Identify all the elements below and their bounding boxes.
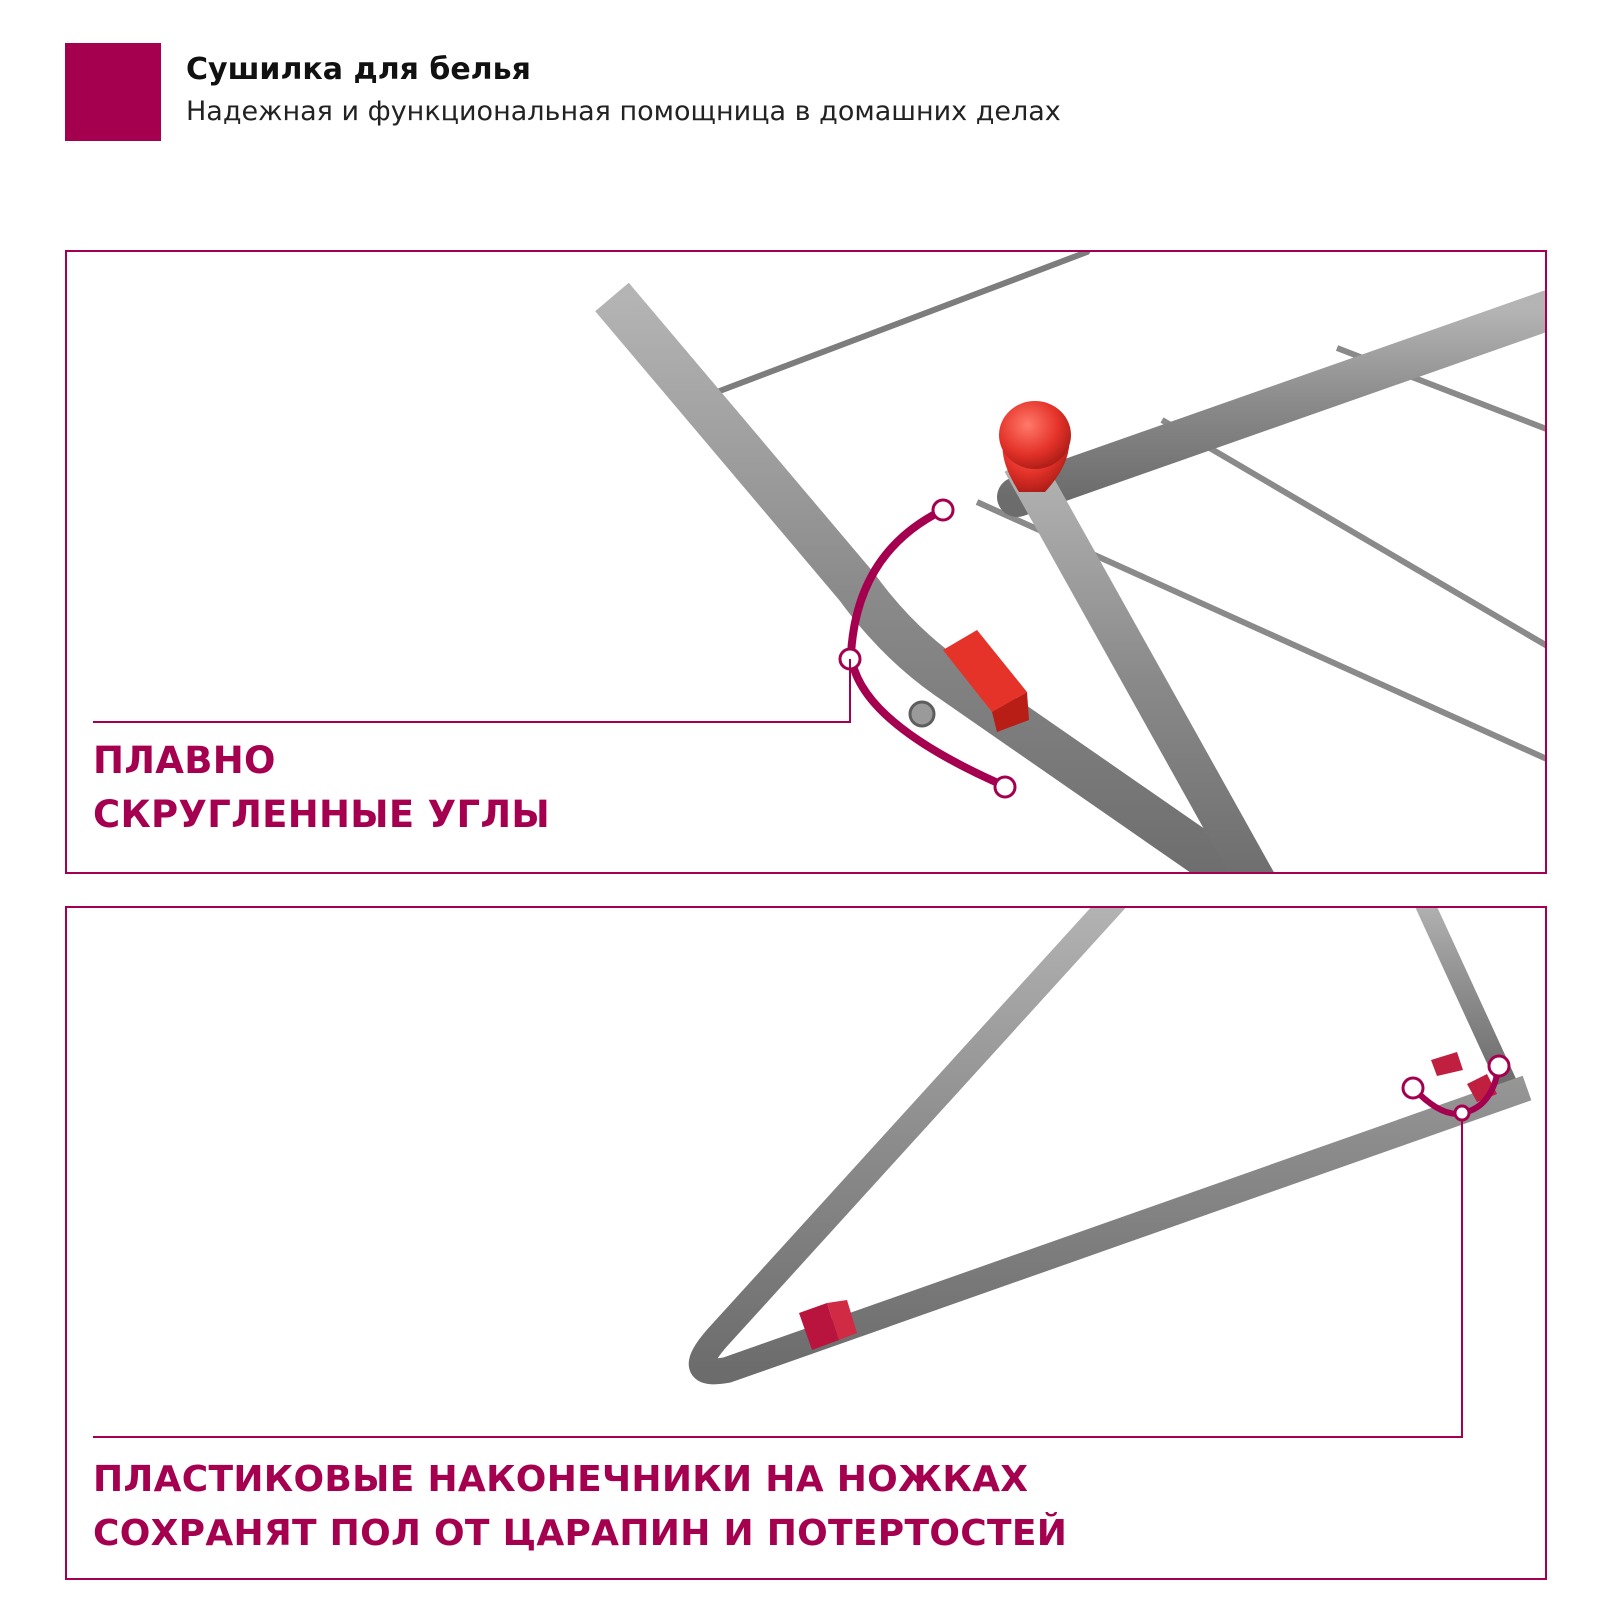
caption-line: ПЛАСТИКОВЫЕ НАКОНЕЧНИКИ НА НОЖКАХ: [93, 1459, 1029, 1500]
feature-caption-plastic-tips: [93, 1453, 1067, 1561]
plastic-cap-ball: [999, 401, 1071, 469]
caption-line: СОХРАНЯТ ПОЛ ОТ ЦАРАПИН И ПОТЕРТОСТЕЙ: [93, 1513, 1068, 1554]
page-subtitle: Надежная и функциональная помощница в домашних делах: [186, 96, 1061, 127]
callout-leader-line: [93, 659, 850, 722]
wire: [717, 252, 1087, 392]
caption-line: СКРУГЛЕННЫЕ УГЛЫ: [93, 793, 551, 836]
feature-panel-rounded-corners: [65, 250, 1547, 874]
callout-dot: [933, 500, 953, 520]
caption-line: ПЛАВНО: [93, 739, 276, 782]
callout-dot: [1455, 1106, 1469, 1120]
callout-dot: [1489, 1056, 1509, 1076]
rivet: [910, 702, 934, 726]
feature-caption-rounded-corners: [93, 734, 550, 842]
page-title: Сушилка для белья: [186, 52, 531, 87]
callout-dot: [1403, 1078, 1423, 1098]
frame-bar-upper: [1017, 310, 1547, 497]
feature-panel-plastic-tips: [65, 906, 1547, 1580]
brand-accent-square: [65, 43, 161, 141]
plastic-tip: [1431, 1052, 1463, 1076]
callout-dot: [995, 777, 1015, 797]
frame-leg-v-shape: [702, 908, 1527, 1371]
